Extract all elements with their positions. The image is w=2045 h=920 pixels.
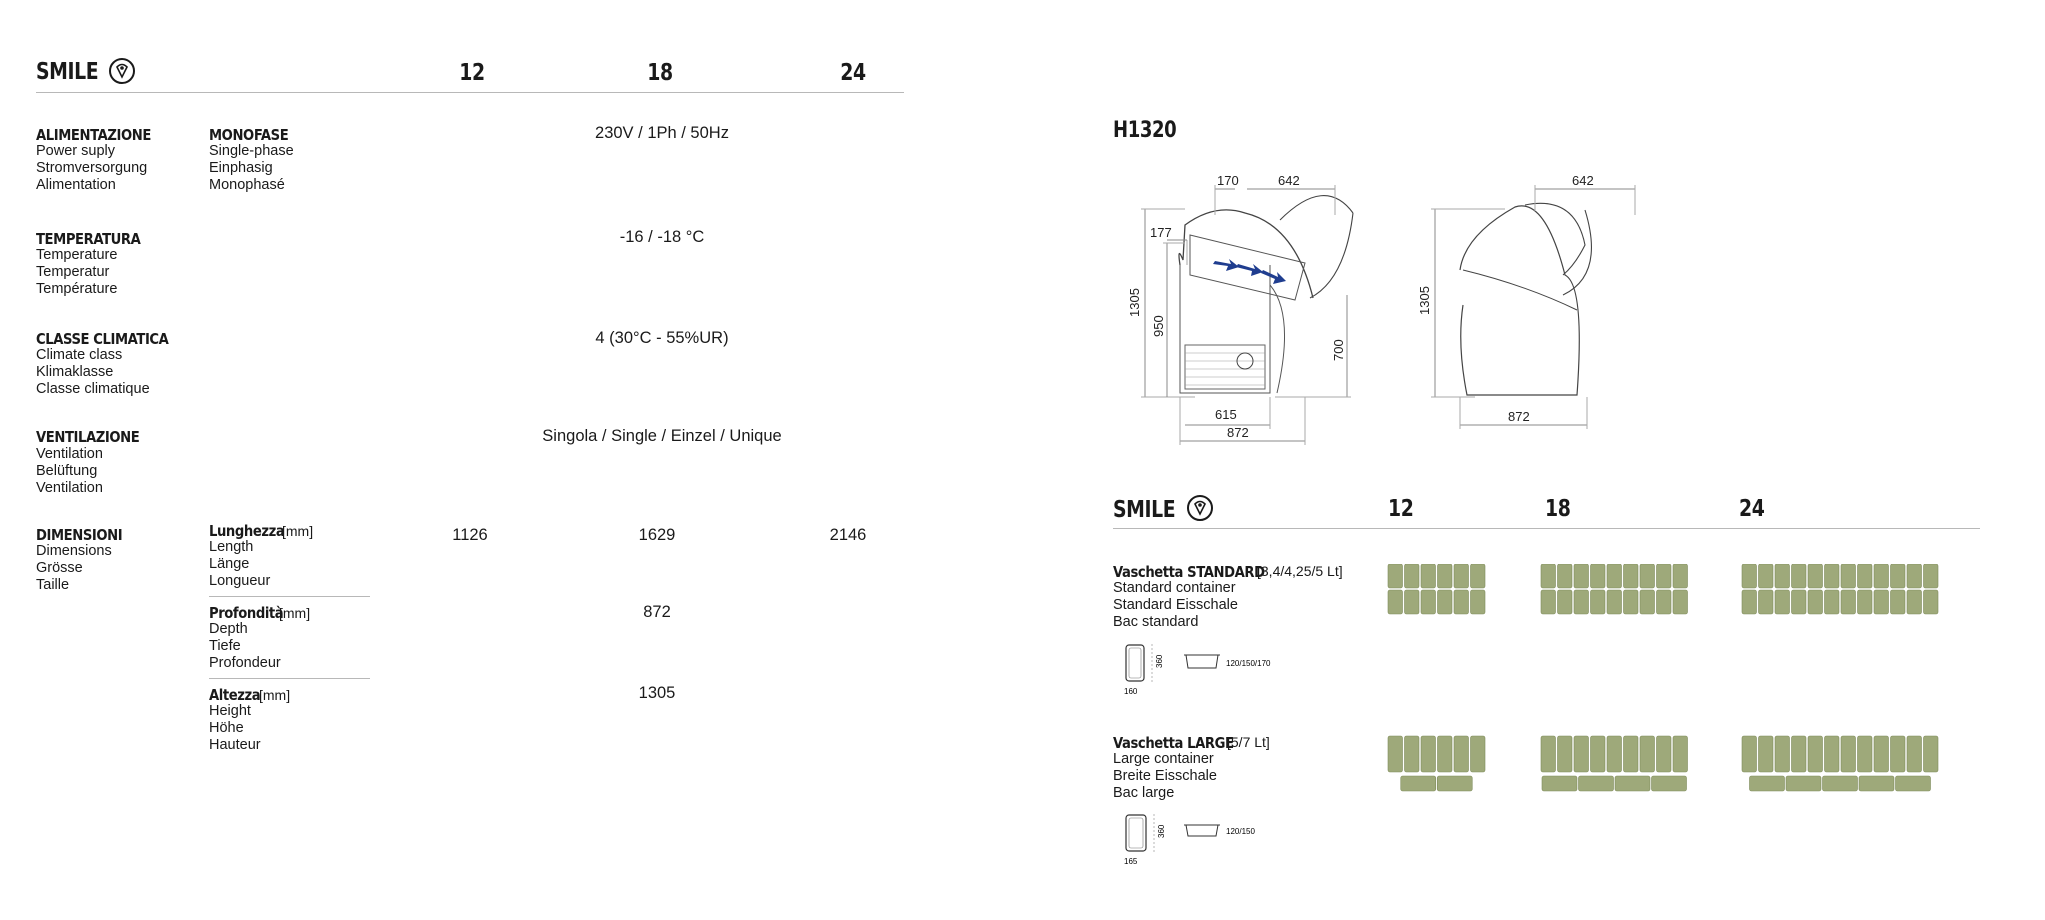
depth-lines: Depth Tiefe Profondeur bbox=[209, 621, 281, 671]
length-unit: [mm] bbox=[282, 523, 314, 539]
large-container-slot bbox=[1808, 736, 1823, 772]
large-container-slot bbox=[1874, 736, 1889, 772]
large-container-slot bbox=[1437, 776, 1472, 791]
cabinet-b-body bbox=[1460, 206, 1579, 395]
large-container-slot bbox=[1471, 736, 1486, 772]
standard-container-slot bbox=[1742, 564, 1757, 588]
large-container-slot bbox=[1652, 776, 1687, 791]
standard-spec: [3,4/4,25/5 Lt] bbox=[1257, 563, 1343, 579]
standard-container-slot bbox=[1657, 564, 1672, 588]
airflow-arrows-icon bbox=[1213, 259, 1286, 284]
large-container-slot bbox=[1742, 736, 1757, 772]
cabinet-curved-glass bbox=[1310, 213, 1353, 298]
standard-container-slot bbox=[1607, 590, 1622, 614]
standard-container-slot bbox=[1454, 564, 1469, 588]
dimensions-lines: Dimensions Grösse Taille bbox=[36, 543, 112, 593]
standard-container-slot bbox=[1607, 564, 1622, 588]
standard-container-slot bbox=[1471, 564, 1486, 588]
depth-rule bbox=[209, 678, 370, 679]
standard-container-slot bbox=[1775, 564, 1790, 588]
large-container-slot bbox=[1825, 736, 1840, 772]
standard-container-slot bbox=[1657, 590, 1672, 614]
standard-container-slot bbox=[1405, 564, 1420, 588]
svg-text:160: 160 bbox=[1124, 687, 1138, 696]
large-container-slot bbox=[1823, 776, 1858, 791]
standard-container-slot bbox=[1591, 564, 1606, 588]
standard-container-slot bbox=[1558, 564, 1573, 588]
standard-container-slot bbox=[1454, 590, 1469, 614]
standard-container-slot bbox=[1421, 590, 1436, 614]
large-container-slot bbox=[1401, 776, 1436, 791]
standard-container-slot bbox=[1907, 590, 1922, 614]
large-container-slot bbox=[1542, 776, 1577, 791]
large-container-slot bbox=[1579, 776, 1614, 791]
large-container-slot bbox=[1792, 736, 1807, 772]
temperature-title: TEMPERATURA bbox=[36, 230, 141, 248]
standard-container-slot bbox=[1792, 590, 1807, 614]
standard-container-slot bbox=[1624, 564, 1639, 588]
large-container-slot bbox=[1859, 776, 1894, 791]
technical-drawing bbox=[1105, 165, 1665, 450]
power-title: ALIMENTAZIONE bbox=[36, 126, 151, 144]
standard-title-row: Vaschetta STANDARD bbox=[1113, 563, 1265, 581]
dim-700: 700 bbox=[1331, 339, 1346, 361]
large-container-slot bbox=[1405, 736, 1420, 772]
standard-container-slot bbox=[1471, 590, 1486, 614]
height-unit: [mm] bbox=[259, 687, 291, 703]
dim-1305-a: 1305 bbox=[1127, 288, 1142, 317]
standard-container-slot bbox=[1858, 590, 1873, 614]
ventilation-value: Singola / Single / Einzel / Unique bbox=[542, 427, 782, 445]
model-12-b: 12 bbox=[1388, 496, 1414, 522]
large-container-slot bbox=[1841, 736, 1856, 772]
model-24: 24 bbox=[840, 60, 866, 86]
standard-container-grid bbox=[1384, 564, 1944, 622]
brand-title: SMILE bbox=[36, 59, 99, 85]
standard-container-slot bbox=[1792, 564, 1807, 588]
large-container-slot bbox=[1657, 736, 1672, 772]
standard-container-slot bbox=[1775, 590, 1790, 614]
standard-container-slot bbox=[1874, 590, 1889, 614]
large-container-slot bbox=[1607, 736, 1622, 772]
length-rule bbox=[209, 596, 370, 597]
large-lines: Large container Breite Eisschale Bac large bbox=[1113, 751, 1217, 801]
svg-text:360: 360 bbox=[1155, 654, 1164, 668]
depth-unit: [mm] bbox=[279, 605, 311, 621]
large-container-slot bbox=[1624, 736, 1639, 772]
standard-container-slot bbox=[1574, 590, 1589, 614]
dim-872-b: 872 bbox=[1508, 409, 1530, 424]
svg-text:120/150: 120/150 bbox=[1226, 827, 1255, 836]
standard-container-slot bbox=[1924, 564, 1939, 588]
smile-logo-icon bbox=[1186, 494, 1214, 522]
standard-container-slot bbox=[1874, 564, 1889, 588]
standard-container-slot bbox=[1405, 590, 1420, 614]
standard-lines: Standard container Standard Eisschale Bac standard bbox=[1113, 580, 1238, 630]
climate-title: CLASSE CLIMATICA bbox=[36, 330, 169, 348]
standard-container-slot bbox=[1759, 590, 1774, 614]
standard-container-slot bbox=[1858, 564, 1873, 588]
large-container-slot bbox=[1924, 736, 1939, 772]
standard-container-slot bbox=[1591, 590, 1606, 614]
dim-170: 170 bbox=[1217, 173, 1239, 188]
temperature-value: -16 / -18 °C bbox=[619, 228, 705, 246]
svg-text:165: 165 bbox=[1124, 857, 1138, 866]
standard-container-slot bbox=[1541, 564, 1556, 588]
depth-label: Profondità bbox=[209, 604, 284, 622]
smile-logo-icon bbox=[108, 57, 136, 85]
dim-642-a: 642 bbox=[1278, 173, 1300, 188]
height-value: 1305 bbox=[638, 684, 676, 702]
large-spec: [5/7 Lt] bbox=[1227, 734, 1270, 750]
standard-container-slot bbox=[1388, 564, 1403, 588]
length-label: Lunghezza bbox=[209, 522, 285, 540]
dim-872-a: 872 bbox=[1227, 425, 1249, 440]
height-label: Altezza bbox=[209, 686, 261, 704]
standard-container-slot bbox=[1640, 590, 1655, 614]
dim-1305-b: 1305 bbox=[1417, 286, 1432, 315]
standard-container-slot bbox=[1624, 590, 1639, 614]
large-container-slot bbox=[1591, 736, 1606, 772]
power-lines: Power suply Stromversorgung Alimentation bbox=[36, 143, 148, 193]
dim-615: 615 bbox=[1215, 407, 1237, 422]
standard-container-slot bbox=[1841, 590, 1856, 614]
power-value: 230V / 1Ph / 50Hz bbox=[595, 124, 729, 142]
cabinet-glass bbox=[1179, 210, 1313, 298]
standard-container-slot bbox=[1388, 590, 1403, 614]
dim-950: 950 bbox=[1151, 315, 1166, 337]
drawing-title: H1320 bbox=[1113, 118, 1177, 143]
cabinet-body bbox=[1180, 265, 1270, 393]
large-container-slot bbox=[1673, 736, 1688, 772]
height-lines: Height Höhe Hauteur bbox=[209, 703, 261, 753]
standard-container-slot bbox=[1808, 564, 1823, 588]
large-container-slot bbox=[1759, 736, 1774, 772]
model-24-b: 24 bbox=[1739, 496, 1765, 522]
standard-container-slot bbox=[1673, 590, 1688, 614]
brand-title-2: SMILE bbox=[1113, 497, 1176, 523]
large-container-grid bbox=[1384, 734, 1944, 794]
standard-container-slot bbox=[1558, 590, 1573, 614]
large-container-slot bbox=[1421, 736, 1436, 772]
large-container-slot bbox=[1858, 736, 1873, 772]
large-container-slot bbox=[1640, 736, 1655, 772]
standard-container-slot bbox=[1421, 564, 1436, 588]
climate-lines: Climate class Klimaklasse Classe climatique bbox=[36, 347, 150, 397]
standard-container-slot bbox=[1808, 590, 1823, 614]
large-container-slot bbox=[1541, 736, 1556, 772]
svg-text:360: 360 bbox=[1157, 824, 1166, 838]
length-value-18: 1629 bbox=[638, 526, 676, 544]
dimensions-title: DIMENSIONI bbox=[36, 526, 123, 544]
standard-container-slot bbox=[1640, 564, 1655, 588]
standard-container-slot bbox=[1891, 564, 1906, 588]
dim-642-b: 642 bbox=[1572, 173, 1594, 188]
svg-text:120/150/170: 120/150/170 bbox=[1226, 659, 1271, 668]
model-18: 18 bbox=[647, 60, 673, 86]
standard-container-slot bbox=[1759, 564, 1774, 588]
temperature-lines: Temperature Temperatur Température bbox=[36, 247, 118, 297]
large-container-slot bbox=[1454, 736, 1469, 772]
climate-value: 4 (30°C - 55%UR) bbox=[595, 329, 729, 347]
large-container-slot bbox=[1558, 736, 1573, 772]
large-container-slot bbox=[1438, 736, 1453, 772]
large-title: Vaschetta LARGE bbox=[1113, 734, 1234, 752]
dim-177: 177 bbox=[1150, 225, 1172, 240]
standard-container-slot bbox=[1891, 590, 1906, 614]
standard-container-slot bbox=[1673, 564, 1688, 588]
large-container-slot bbox=[1907, 736, 1922, 772]
length-lines: Length Länge Longueur bbox=[209, 539, 271, 589]
large-container-slot bbox=[1750, 776, 1785, 791]
length-value-24: 2146 bbox=[829, 526, 867, 544]
power-sub-lines: Single-phase Einphasig Monophasé bbox=[209, 143, 294, 193]
depth-value: 872 bbox=[643, 603, 671, 621]
standard-container-slot bbox=[1438, 564, 1453, 588]
standard-container-slot bbox=[1841, 564, 1856, 588]
large-container-slot bbox=[1786, 776, 1821, 791]
standard-container-slot bbox=[1825, 590, 1840, 614]
power-sub-title: MONOFASE bbox=[209, 126, 289, 144]
standard-container-slot bbox=[1924, 590, 1939, 614]
large-container-slot bbox=[1896, 776, 1931, 791]
standard-container-slot bbox=[1541, 590, 1556, 614]
cabinet-front bbox=[1270, 285, 1285, 393]
standard-container-slot bbox=[1825, 564, 1840, 588]
standard-container-slot bbox=[1742, 590, 1757, 614]
large-container-dims-icon bbox=[1120, 810, 1280, 868]
large-container-slot bbox=[1615, 776, 1650, 791]
large-container-slot bbox=[1891, 736, 1906, 772]
compressor-unit bbox=[1185, 345, 1265, 389]
model-18-b: 18 bbox=[1545, 496, 1571, 522]
length-value-12: 1126 bbox=[452, 526, 488, 544]
standard-container-dims-icon bbox=[1120, 640, 1280, 698]
large-container-slot bbox=[1574, 736, 1589, 772]
standard-container-slot bbox=[1907, 564, 1922, 588]
header-rule bbox=[36, 92, 904, 93]
standard-container-slot bbox=[1574, 564, 1589, 588]
large-container-slot bbox=[1388, 736, 1403, 772]
large-container-slot bbox=[1775, 736, 1790, 772]
container-header-rule bbox=[1113, 528, 1980, 529]
standard-container-slot bbox=[1438, 590, 1453, 614]
ventilation-title: VENTILAZIONE bbox=[36, 428, 140, 446]
ventilation-lines: Ventilation Belüftung Ventilation bbox=[36, 446, 103, 496]
model-12: 12 bbox=[459, 60, 485, 86]
